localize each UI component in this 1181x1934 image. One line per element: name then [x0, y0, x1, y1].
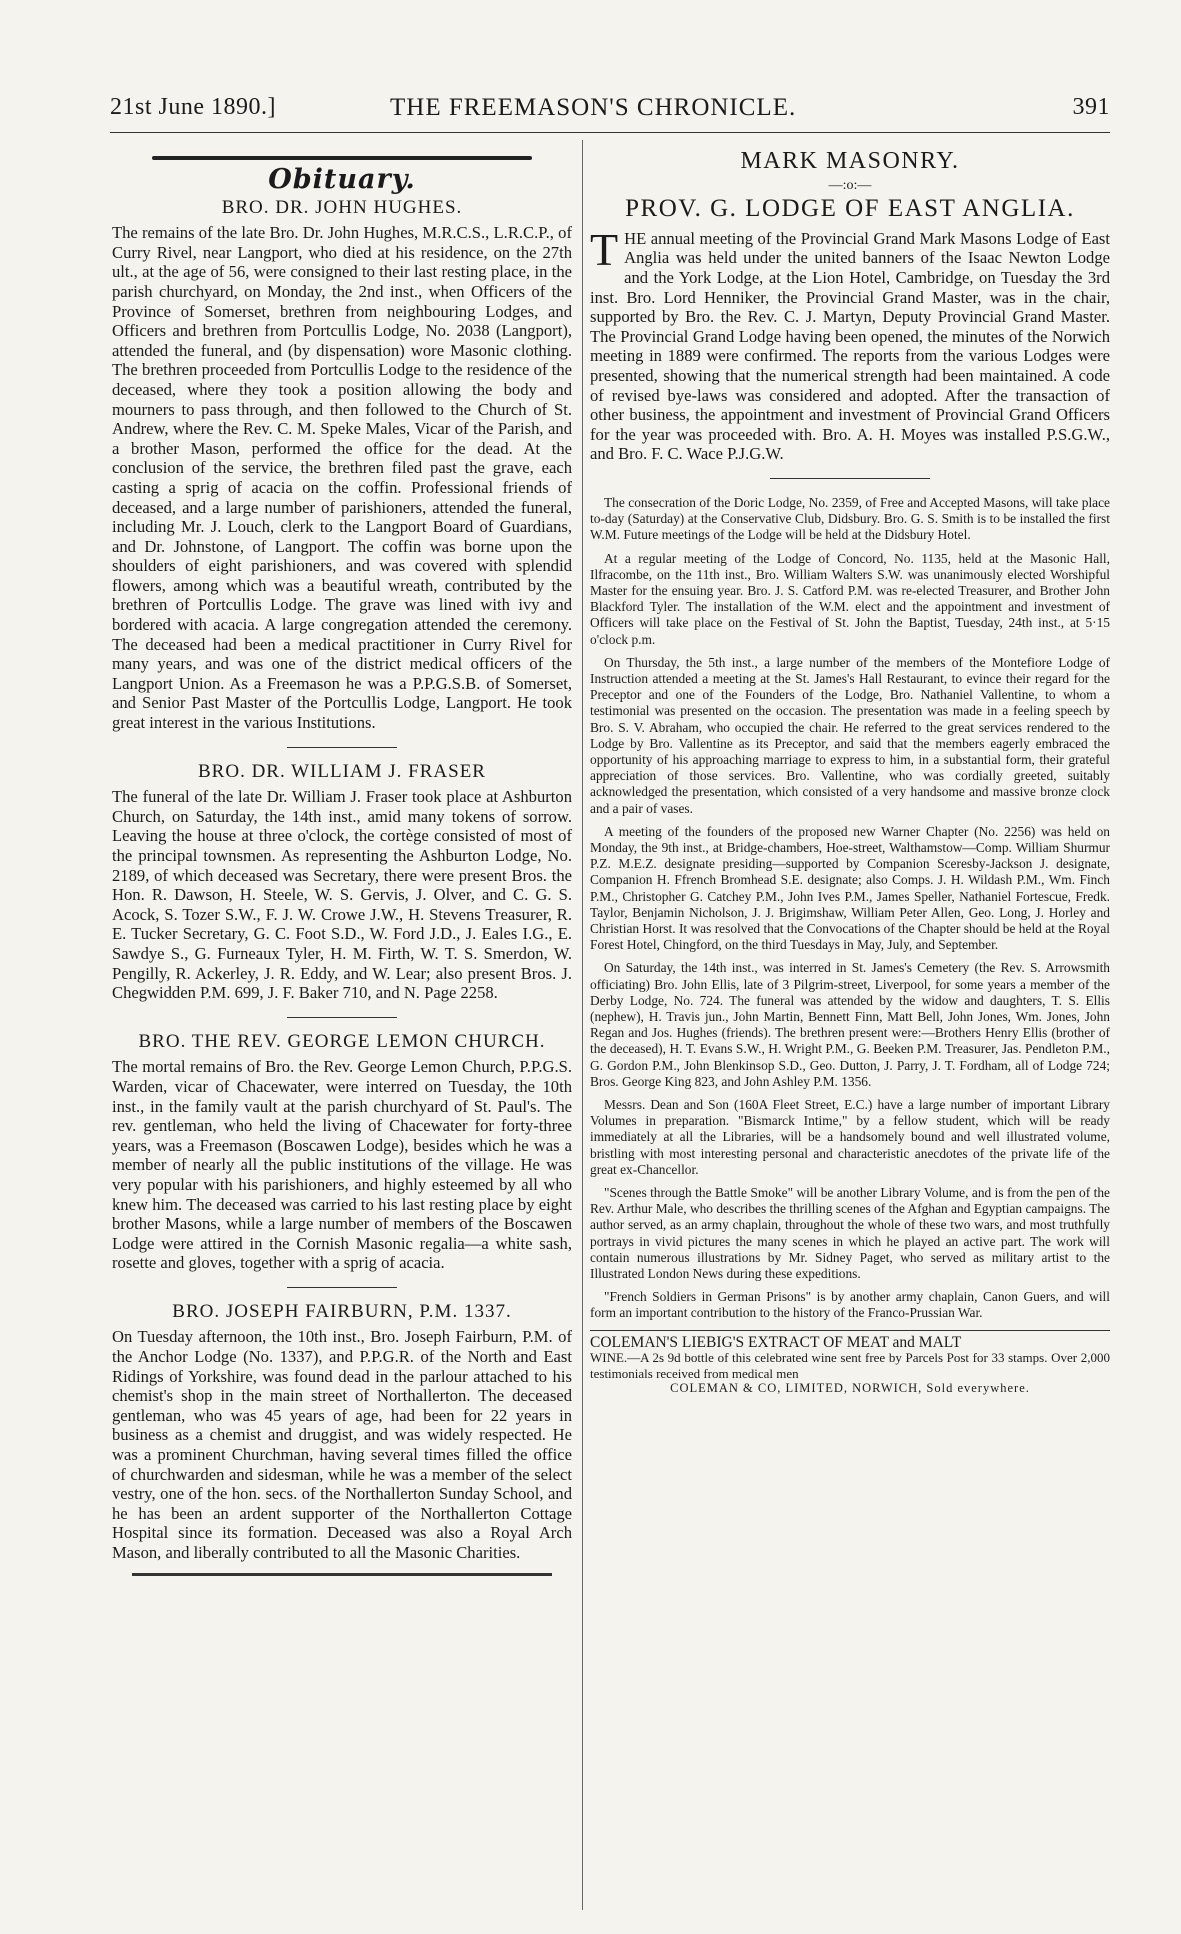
article-body: The funeral of the late Dr. William J. Fraser took place at Ashburton Church, on Saturday, the 14th inst., amid many tokens of sorrow. Leaving the house at three o'clock, the cortège consisted of most of the principal townsmen. As representing the Ashburton Lodge, No. 2189, of which deceased was Secretary, there were present Bros. the Hon. R. Dawson, H. Steele, W. S. Gervis, J. Olver, and C. G. S. Acock, S. Tozer S.W., F. J. W. Crowe J.W., H. Stevens Treasurer, R. E. Tucker Secretary, G. C. Foot S.D., W. Ford J.D., J. Eales I.G., E. Sawdye S., G. Furneaux Tyler, H. M. Firth, W. T. S. Smerdon, W. Pengilly, R. Ackerley, J. R. Eddy, and W. Lear; also present Bros. J. Chegwidden P.M. 699, J. F. Baker 710, and N. Page 2258. — [112, 787, 572, 1003]
lead-body: HE annual meeting of the Provincial Grand Mark Masons Lodge of East Anglia was held under the united banners of the Isaac Newton Lodge and the York Lodge, at the Lion Hotel, Cambridge, on Tuesday the 3rd inst. Bro. Lord Henniker, the Provincial Grand Master, was in the chair, supported by Bro. the Rev. C. J. Martyn, Deputy Provincial Grand Master. The Provincial Grand Lodge having been opened, the minutes of the Norwich meeting in 1889 were confirmed. The reports from the various Lodges were presented, showing that the numerical strength had been maintained. A code of revised bye-laws was considered and adopted. After the transaction of other business, the appointment and investment of Provincial Grand Officers for the year was proceeded with. Bro. A. H. Moyes was installed P.S.G.W., and Bro. F. C. Wace P.J.G.W. — [590, 228, 1110, 464]
ornament: —:o:— — [828, 177, 872, 193]
news-paragraph: Messrs. Dean and Son (160A Fleet Street, E.C.) have a large number of important Library Volumes in preparation. "Bismarck Intime," by a fellow student, which will be ready immediately at all the Libraries, will be a handsomely bound and well illustrated volume, bristling with most interesting personal and characteristic anecdotes of the private life of the great ex-Chancellor. — [590, 1097, 1110, 1177]
ad-footer: COLEMAN & CO, LIMITED, NORWICH, Sold everywhere. — [670, 1381, 1030, 1396]
news-paragraph: "Scenes through the Battle Smoke" will be another Library Volume, and is from the pen of the Rev. Arthur Male, who describes the thrilling scenes of the Afghan and Egyptian campaigns. The author served, as an army chaplain, throughout the whole of these two wars, and most truthfully portrays in vivid pictures the many scenes in which he played an active part. The work will contain numerous illustrations by Mr. Sidney Paget, who served as military artist to the Illustrated London News during these expeditions. — [590, 1185, 1110, 1282]
left-column — [112, 140, 572, 1576]
publication-title: THE FREEMASON'S CHRONICLE. — [390, 94, 797, 121]
news-paragraph: At a regular meeting of the Lodge of Concord, No. 1135, held at the Masonic Hall, Ilfracombe, on the 11th inst., Bro. William Walters S.W. was unanimously elected Worshipful Master for the ensuing year. Bro. J. S. Catford P.M. was re-elected Treasurer, and Brother John Blackford Tyler. The installation of the W.M. elect and the appointment and investment of Officers will take place on the Festival of St. John the Baptist, Tuesday, 24th inst., at 5·15 o'clock p.m. — [590, 550, 1110, 647]
mark-masonry-title: MARK MASONRY. — [740, 148, 960, 174]
column-divider — [582, 140, 583, 1910]
news-paragraphs — [590, 495, 1110, 1322]
page-number: 391 — [1072, 94, 1110, 120]
news-paragraph: The consecration of the Doric Lodge, No. 2359, of Free and Accepted Masons, will take place to-day (Saturday) at the Conservative Club, Didsbury. Bro. G. S. Smith is to be installed the first W.M. Future meetings of the Lodge will be held at the Didsbury Hotel. — [590, 494, 1110, 543]
obituary-title: Obituary. — [268, 164, 416, 195]
issue-date: 21st June 1890.] — [110, 94, 276, 120]
article-body: On Tuesday afternoon, the 10th inst., Bro. Joseph Fairburn, P.M. of the Anchor Lodge (No. 1337), and P.P.G.R. of the North and East Ridings of Yorkshire, was found dead in the parlour attached to his chemist's shop in the main street of Northallerton. The deceased gentleman, who was 45 years of age, had been for 22 years in business as a chemist and druggist, and was widely respected. He was a prominent Churchman, having several times filled the office of churchwarden and sidesman, while he was a member of the select vestry, one of the hon. secs. of the Northallerton Sunday School, and he has been an ardent supporter of the Northallerton Cottage Hospital since its formation. Deceased was also a Royal Arch Mason, and liberally contributed to all the Masonic Charities. — [112, 1327, 572, 1562]
ad-body: WINE.—A 2s 9d bottle of this celebrated wine sent free by Parcels Post for 33 stamps. Over 2,000 testimonials received from medical men — [590, 1350, 1110, 1381]
top-rule — [152, 156, 532, 160]
section-heading: BRO. DR. JOHN HUGHES. — [221, 196, 463, 218]
section-heading: BRO. JOSEPH FAIRBURN, P.M. 1337. — [172, 1300, 512, 1322]
right-column — [590, 140, 1110, 1397]
lead-article — [590, 223, 1110, 464]
article-body: The remains of the late Bro. Dr. John Hughes, M.R.C.S., L.R.C.P., of Curry Rivel, near Langport, who died at his residence, on the 27th ult., at the age of 56, were consigned to their last resting place, in the parish churchyard, on Monday, the 2nd inst., when Officers of the Province of Somerset, brethren from neighbouring Lodges, and Officers and brethren from Portcullis Lodge, No. 2038 (Langport), attended the funeral, and (by dispensation) wore Masonic clothing. The brethren proceeded from Portcullis Lodge to the residence of the deceased, where they took a position allowing the body and mourners to pass through, and then followed to the Church of St. Andrew, where the Rev. C. M. Speke Males, Vicar of the Parish, and a brother Mason, performed the office for the dead. At the conclusion of the service, the brethren filed past the grave, each casting a sprig of acacia on the coffin. Professional friends of deceased, and a large number of parishioners, attended the funeral, including Mr. J. Louch, clerk to the Langport Board of Guardians, and Dr. Johnstone, of Langport. The coffin was borne upon the shoulders of eight parishioners, and was covered with splendid flowers, among which was a beautiful wreath, contributed by the brethren of Portcullis Lodge. The grave was lined with ivy and bordered with acacia. A large congregation attended the ceremony. The deceased had been a medical practitioner in Curry Rivel for many years, and was one of the district medical officers of the Langport Union. As a Freemason he was a P.P.G.S.B. of Somerset, and Senior Past Master of the Portcullis Lodge, Langport. He took great interest in the various Institutions. — [112, 223, 572, 733]
advertisement — [590, 1330, 1110, 1397]
news-paragraph: "French Soldiers in German Prisons" is by another army chaplain, Canon Guers, and will form an important contribution to the history of the Franco-Prussian War. — [590, 1289, 1110, 1321]
bottom-rule — [132, 1573, 552, 1576]
section-divider — [287, 747, 397, 748]
ad-headline: COLEMAN'S LIEBIG'S EXTRACT OF MEAT and MALT — [590, 1333, 962, 1351]
page-header — [110, 94, 1110, 134]
header-rule — [110, 132, 1110, 133]
section-divider — [287, 1287, 397, 1288]
drop-cap: T — [590, 223, 619, 275]
section-heading: BRO. THE REV. GEORGE LEMON CHURCH. — [138, 1030, 546, 1052]
section-divider — [770, 478, 930, 479]
section-divider — [287, 1017, 397, 1018]
section-heading: BRO. DR. WILLIAM J. FRASER — [198, 760, 486, 782]
news-paragraph: On Thursday, the 5th inst., a large number of the members of the Montefiore Lodge of Instruction attended a meeting at the St. James's Hall Restaurant, to evince their regard for the Preceptor and one of the Founders of the Lodge, Bro. Nathaniel Vallentine, to whom a testimonial was presented on the occasion. The presentation was made in a feeling speech by Bro. S. V. Abraham, who occupied the chair. He referred to the great services rendered to the Lodge by Bro. Vallentine as its Preceptor, and said that the members eagerly embraced the opportunity of his approaching marriage to express to him, in a substantial form, their grateful appreciation of those services. Bro. Vallentine, who was cordially greeted, suitably acknowledged the presentation, which consisted of a very handsome and massive bronze clock and a pair of vases. — [590, 654, 1110, 816]
news-paragraph: On Saturday, the 14th inst., was interred in St. James's Cemetery (the Rev. S. Arrowsmith officiating) Bro. John Ellis, late of 3 Pilgrim-street, Liverpool, for some years a member of the Derby Lodge, No. 724. The funeral was attended by the widow and daughters, T. S. Ellis (nephew), H. Travis jun., John Martin, Bennett Finn, Matt Bell, John Jones, Wm. Jones, John Regan and Jos. Hughes (friends). The brethren present were:—Brothers Henry Ellis (brother of the deceased), H. T. Evans S.W., H. Wright P.M., G. Beeken P.M. Treasurer, Jas. Pendleton P.M., G. Gordon P.M., John Blenkinsop S.D., Geo. Dutton, J. Parry, J. T. Fordham, all of Lodge 724; Bros. George King 823, and John Ashley P.M. 1356. — [590, 960, 1110, 1089]
article-body: The mortal remains of Bro. the Rev. George Lemon Church, P.P.G.S. Warden, vicar of Chacewater, were interred on Tuesday, the 10th inst., in the family vault at the parish churchyard of St. Paul's. The rev. gentleman, who held the living of Chacewater for forty-three years, was a Freemason (Boscawen Lodge), besides which he was a member of nearly all the public institutions of the village. He was very popular with his parishioners, and highly esteemed by all who knew him. The deceased was carried to his last resting place by eight brother Masons, while a large number of members of the Boscawen Lodge were attired in the Cornish Masonic regalia—a white sash, rosette and gloves, together with a sprig of acacia. — [112, 1057, 572, 1273]
lodge-subtitle: PROV. G. LODGE OF EAST ANGLIA. — [625, 195, 1075, 223]
news-paragraph: A meeting of the founders of the proposed new Warner Chapter (No. 2256) was held on Monday, the 9th inst., at Bridge-chambers, Hoe-street, Walthamstow—Comp. William Shurmur P.Z. M.E.Z. designate presiding—supported by Companion Sceresby-Jackson J. designate, Companion H. Ffrench Bromhead S.E. designate; also Comps. J. H. Wildash P.M., Wm. Finch P.M., Christopher G. Catchey P.M., John Ives P.M., James Speller, Nathaniel Fortescue, Fredk. Taylor, Benjamin Nicholson, J. J. Brigimshaw, William Peter Allen, Geo. Long, J. Horley and Christian Horst. It was resolved that the Convocations of the Chapter should be held at the Royal Forest Hotel, Chingford, on the third Tuesdays in May, July, and September. — [590, 823, 1110, 953]
